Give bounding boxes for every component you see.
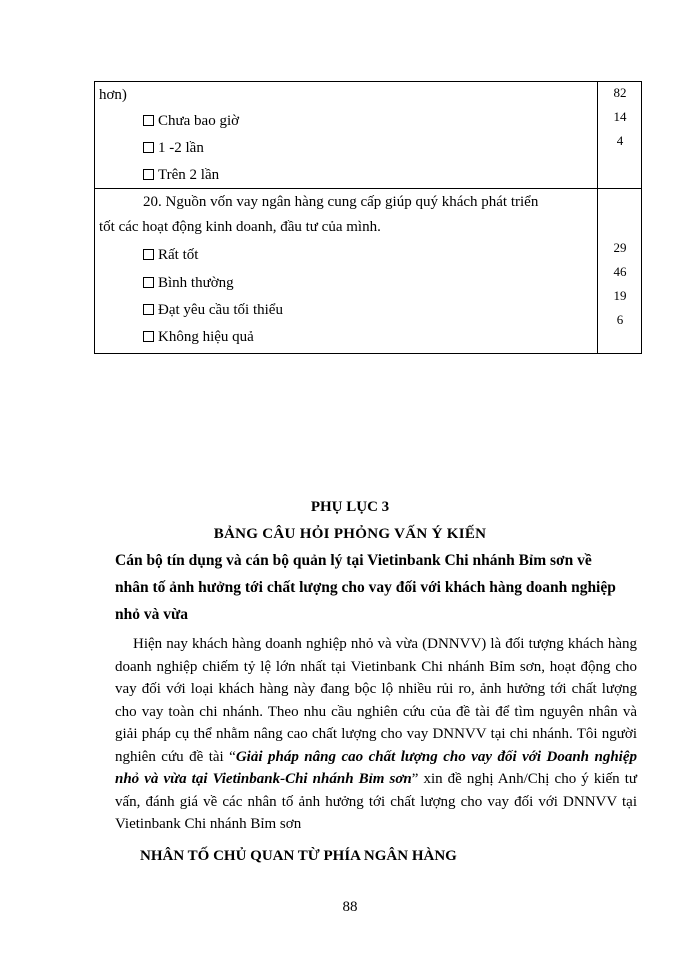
checkbox-icon [143,249,154,260]
checkbox-icon [143,169,154,180]
checkbox-icon [143,115,154,126]
appendix-title: PHỤ LỤC 3 [310,499,390,515]
research-topic: Giải pháp nâng cao chất lượng cho vay đối với Doanh nghiệp nhỏ và vừa tại Vietinbank-Chi nhánh Bỉm sơn [115,748,638,787]
option-row [143,166,219,184]
question-20-line1: 20. Nguồn vốn vay ngân hàng cung cấp giúp quý khách phát triển [143,194,539,210]
option-row [143,301,283,319]
count-value: 19 [613,288,627,303]
heading-line: nhỏ và vừa [115,606,189,623]
option-label: Chưa bao giờ [158,113,240,129]
question-20-line2: tốt các hoạt động kinh doanh, đầu tư của mình. [99,219,381,235]
count-value: 6 [616,312,624,327]
option-row [143,274,234,292]
page-number: 88 [342,899,358,915]
count-value: 46 [613,264,627,279]
appendix-heading [115,547,635,628]
section-heading: NHÂN TỐ CHỦ QUAN TỪ PHÍA NGÂN HÀNG [140,848,457,864]
option-row [143,246,198,264]
checkbox-icon [143,304,154,315]
heading-line: Cán bộ tín dụng và cán bộ quản lý tại Vietinbank Chi nhánh Bỉm sơn về [115,552,592,569]
option-row [143,139,204,157]
intro-paragraph [115,633,637,836]
survey-table [94,81,642,354]
count-value: 4 [616,133,624,148]
option-row [143,328,254,346]
paragraph-text: Hiện nay khách hàng doanh nghiệp nhỏ và vừa (DNNVV) là đối tượng khách hàng doanh nghiệp chiếm tỷ lệ lớn nhất tại Vietinbank Chi nhánh Bỉm sơn, hoạt động cho vay đối với loại khách hàng này đang bộc lộ nhiều rủi ro, ảnh hưởng tới chất lượng cho vay toàn chi nhánh. Theo nhu cầu nghiên cứu của đề tài để tìm nguyên nhân và giải pháp cụ thể nhằm nâng cao chất lượng cho vay DNNVV tại chi nhánh. Tôi người nghiên cứu đề tài “ [115,636,637,765]
option-row [143,112,239,130]
count-value: 14 [613,109,627,124]
paragraph-text: ” xin đề nghị Anh/Chị cho ý kiến tư vấn, đánh giá về các nhân tố ảnh hưởng tới chất lượng cho vay đối với DNNVV tại Vietinbank Chi nhánh Bỉm sơn [115,771,638,832]
option-label: Bình thường [158,275,234,291]
row-divider [95,188,641,189]
option-label: Trên 2 lần [158,167,220,183]
count-value: 82 [613,85,627,100]
option-label: Đạt yêu cầu tối thiểu [158,302,283,318]
row1-continuation: hơn) [99,87,127,103]
option-label: Không hiệu quả [158,329,254,345]
checkbox-icon [143,331,154,342]
option-label: Rất tốt [158,247,199,263]
checkbox-icon [143,277,154,288]
count-value: 29 [613,240,627,255]
appendix-subtitle: BẢNG CÂU HỎI PHỎNG VẤN Ý KIẾN [213,526,487,542]
option-label: 1 -2 lần [158,140,204,156]
checkbox-icon [143,142,154,153]
heading-line: nhân tố ảnh hưởng tới chất lượng cho vay đối với khách hàng doanh nghiệp [115,579,616,596]
